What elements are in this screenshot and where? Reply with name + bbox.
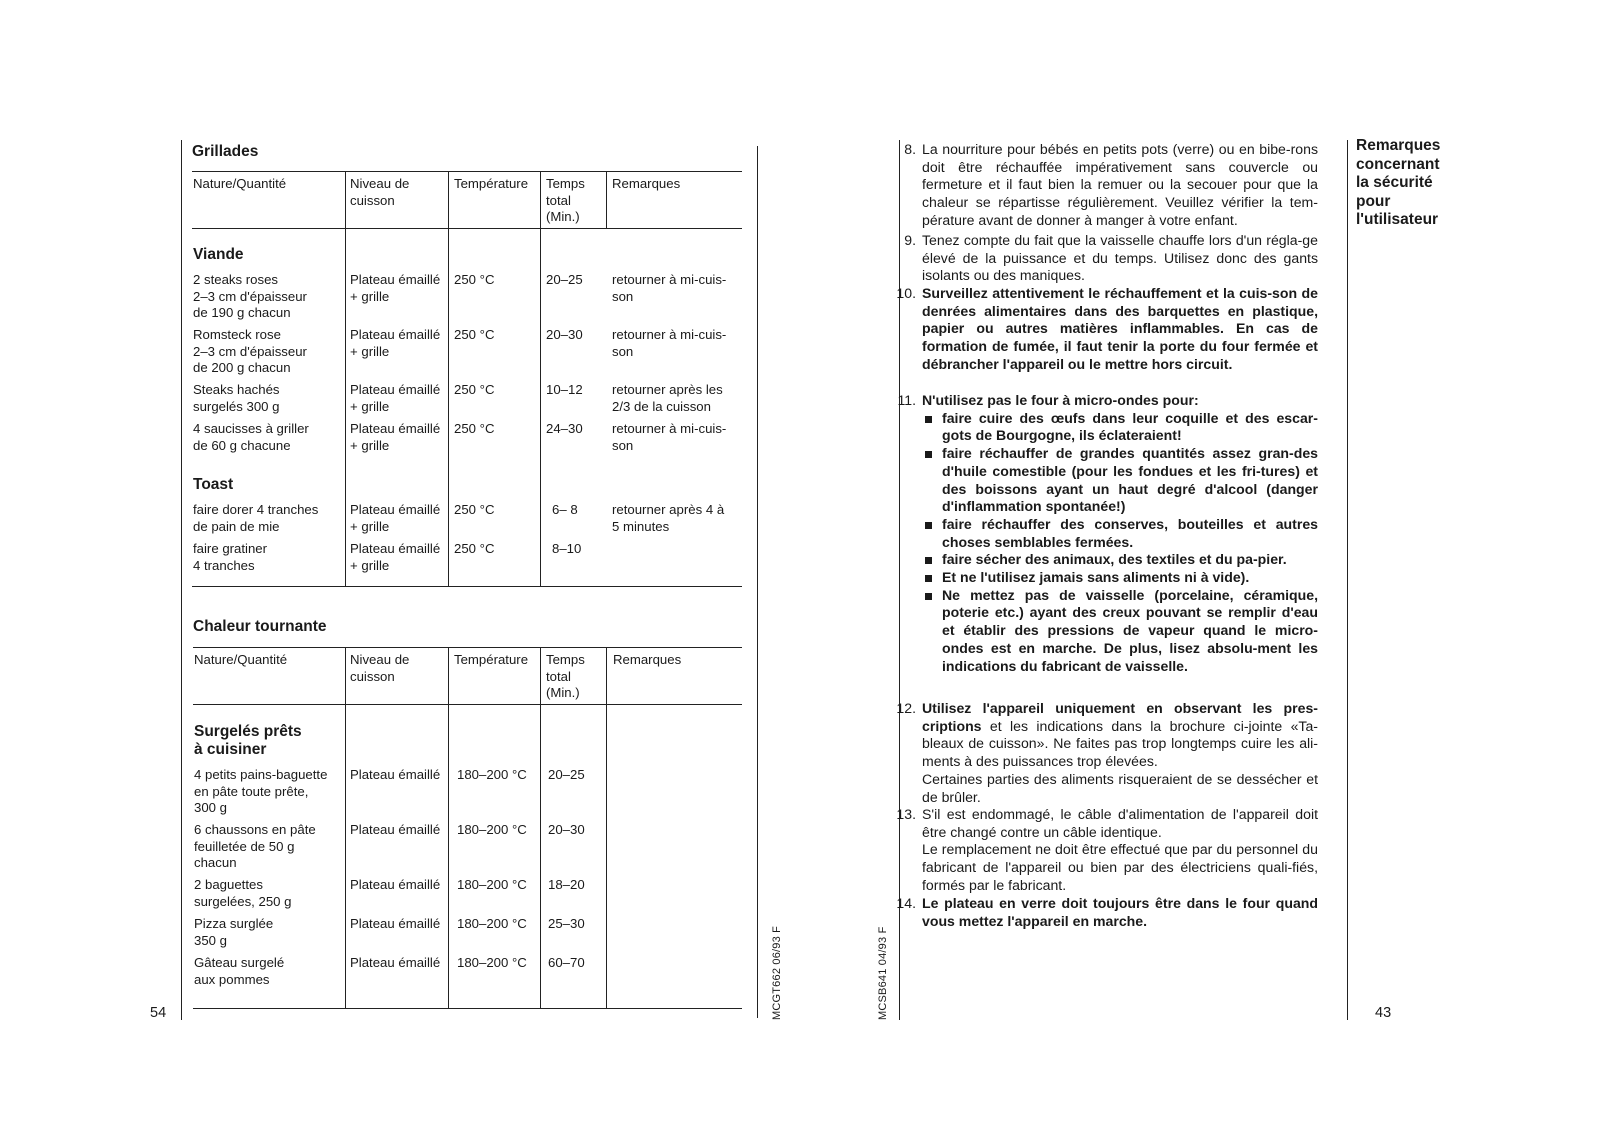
table-cell: 250 °C [454, 421, 495, 436]
table-cell: Plateau émaillé + grille [350, 327, 441, 359]
item-text: et les indications dans la brochure ci-jointe «Ta-bleaux de cuisson». Ne faites pas trop longtemps cuire les ali-ments à des puissances trop élevées. [922, 717, 1318, 770]
table-cell: Plateau émaillé [350, 767, 441, 782]
table-cell: Gâteau surgelé aux pommes [194, 955, 285, 987]
item-number: 13. [896, 806, 916, 822]
bullet-item: faire cuire des œufs dans leur coquille et des escar-gots de Bourgogne, ils éclateraient! [922, 410, 1318, 445]
table-cell: retourner à mi-cuis- son [612, 272, 727, 304]
header-cell: Niveau de cuisson [350, 176, 410, 208]
item-number: 8. [904, 141, 916, 157]
table-cell: Romsteck rose 2–3 cm d'épaisseur de 200 g chacun [193, 327, 307, 375]
table-cell: faire dorer 4 tranches de pain de mie [193, 502, 319, 534]
table-cell: 20–25 [546, 272, 583, 287]
item-text: Le plateau en verre doit toujours être dans le four quand vous mettez l'appareil en marche. [922, 895, 1318, 929]
header-cell: Niveau de cuisson [350, 652, 410, 684]
table-cell: 180–200 °C [457, 822, 527, 837]
item-number: 10. [896, 285, 916, 301]
table-cell: 180–200 °C [457, 916, 527, 931]
side-title: Remarques concernant la sécurité pour l'utilisateur [1356, 137, 1441, 228]
table-cell: Plateau émaillé + grille [350, 382, 441, 414]
header-cell: Température [454, 176, 529, 191]
page-number: 54 [150, 1005, 167, 1021]
table-cell: 10–12 [546, 382, 583, 397]
bullet-item: faire réchauffer de grandes quantités assez gran-des d'huile comestible (pour les fondues et les fri-tures) et des boissons ayant un haut degré d'alcool (danger d'inflammation spontanée!) [922, 445, 1318, 516]
table-cell: 180–200 °C [457, 877, 527, 892]
table-cell: Plateau émaillé + grille [350, 272, 441, 304]
header-cell: Temps total (Min.) [546, 652, 585, 700]
item-number: 14. [896, 895, 916, 911]
table-cell: Plateau émaillé [350, 877, 441, 892]
item-text: La nourriture pour bébés en petits pots (verre) ou en bibe-rons doit être réchauffée impérativement sans couvercle ou fermeture et il faut bien la remuer ou la secouer pour que la chaleur se répartisse régulièrement. Veuillez vérifier la tem-pérature avant de donner à manger à votre enfant. [922, 141, 1318, 228]
grillades-title: Grillades [192, 143, 259, 160]
item-text: Certaines parties des aliments risqueraient de se dessécher et de brûler. [922, 770, 1318, 805]
table-cell: 20–25 [548, 767, 585, 782]
table-cell: 8–10 [552, 541, 582, 556]
table-cell: 250 °C [454, 327, 495, 342]
table-cell: 250 °C [454, 541, 495, 556]
table-cell: 60–70 [548, 955, 585, 970]
table-cell: Plateau émaillé [350, 822, 441, 837]
table-cell: Plateau émaillé + grille [350, 502, 441, 534]
document-code: MCGT662 06/93 F [771, 925, 783, 1020]
table-cell: Plateau émaillé + grille [350, 421, 441, 453]
table-cell: 6– 8 [552, 502, 578, 517]
left-margin-rule [181, 140, 182, 1020]
item-number: 12. [896, 700, 916, 716]
table-cell: retourner à mi-cuis- son [612, 421, 727, 453]
table-cell: 250 °C [454, 272, 495, 287]
chaleur-tournante-title: Chaleur tournante [193, 618, 327, 635]
center-right-rule [899, 140, 900, 1020]
table-cell: 180–200 °C [457, 955, 527, 970]
table-cell: retourner après 4 à 5 minutes [612, 502, 725, 534]
table-cell: 20–30 [546, 327, 583, 342]
table-cell: 25–30 [548, 916, 585, 931]
header-cell: Remarques [612, 176, 681, 191]
header-cell: Température [454, 652, 529, 667]
table-cell: faire gratiner 4 tranches [193, 541, 268, 573]
header-cell: Remarques [613, 652, 682, 667]
table-cell: Steaks hachés surgelés 300 g [193, 382, 280, 414]
bullet-item: faire réchauffer des conserves, bouteilles et autres choses semblables fermées. [922, 516, 1318, 551]
bullet-item: faire sécher des animaux, des textiles et du pa-pier. [922, 551, 1318, 569]
item-text: N'utilisez pas le four à micro-ondes pour: [922, 392, 1199, 408]
page-number: 43 [1375, 1005, 1392, 1021]
item-text: S'il est endommagé, le câble d'alimentation de l'appareil doit être changé contre un câble identique. [922, 806, 1318, 840]
table-cell: retourner après les 2/3 de la cuisson [612, 382, 723, 414]
item-number: 9. [904, 232, 916, 248]
document-code: MCSB641 04/93 F [877, 926, 889, 1020]
table-cell: 180–200 °C [457, 767, 527, 782]
table-cell: Plateau émaillé [350, 955, 441, 970]
table-cell: 20–30 [548, 822, 585, 837]
item-text: Surveillez attentivement le réchauffement et la cuis-son de denrées alimentaires dans des barquettes en plastique, papier ou autres matières inflammables. En cas de formation de fumée, il faut tenir la porte du four fermée et débrancher l'appareil ou le mettre hors circuit. [922, 285, 1318, 372]
center-left-rule [757, 146, 758, 1018]
bullet-item: Ne mettez pas de vaisselle (porcelaine, céramique, poterie etc.) ayant des creux pouvant se remplir d'eau et établir des pressions de vapeur quand le micro-ondes est en marche. De plus, lisez absolu-ment les indications du fabricant de vaisselle. [922, 587, 1318, 676]
table-cell: 2 baguettes surgelées, 250 g [194, 877, 292, 909]
table-cell: 4 petits pains-baguette en pâte toute prête, 300 g [194, 767, 328, 815]
item-text: Le remplacement ne doit être effectué que par du personnel du fabricant de l'appareil ou bien par des électriciens quali-fiés, formés par le fabricant. [922, 841, 1318, 893]
table-cell: 2 steaks roses 2–3 cm d'épaisseur de 190 g chacun [193, 272, 307, 320]
header-cell: Nature/Quantité [194, 652, 288, 667]
bullet-item: Et ne l'utilisez jamais sans aliments ni à vide). [922, 569, 1318, 587]
table-cell: 250 °C [454, 382, 495, 397]
table-cell: 250 °C [454, 502, 495, 517]
table-cell: 18–20 [548, 877, 585, 892]
table-cell: Plateau émaillé + grille [350, 541, 441, 573]
table-cell: 24–30 [546, 421, 583, 436]
item-number: 11. [897, 392, 916, 408]
group-label: Surgelés prêts à cuisiner [194, 723, 302, 758]
item-text: Utilisez l'appareil uniquement en observant les pres-criptions [922, 700, 1318, 734]
table-cell: retourner à mi-cuis- son [612, 327, 727, 359]
table-cell: 4 saucisses à griller de 60 g chacune [193, 421, 309, 453]
header-cell: Nature/Quantité [193, 176, 287, 191]
table-cell: 6 chaussons en pâte feuilletée de 50 g chacun [194, 822, 316, 870]
table-cell: Plateau émaillé [350, 916, 441, 931]
table-cell: Pizza surglée 350 g [194, 916, 274, 948]
group-label: Viande [193, 246, 244, 263]
item-text: Tenez compte du fait que la vaisselle chauffe lors d'un régla-ge élevé de la puissance et du temps. Utilisez donc des gants isolants ou des maniques. [922, 232, 1318, 284]
right-margin-rule [1347, 140, 1348, 1020]
header-cell: Temps total (Min.) [546, 176, 585, 224]
group-label: Toast [193, 476, 234, 493]
